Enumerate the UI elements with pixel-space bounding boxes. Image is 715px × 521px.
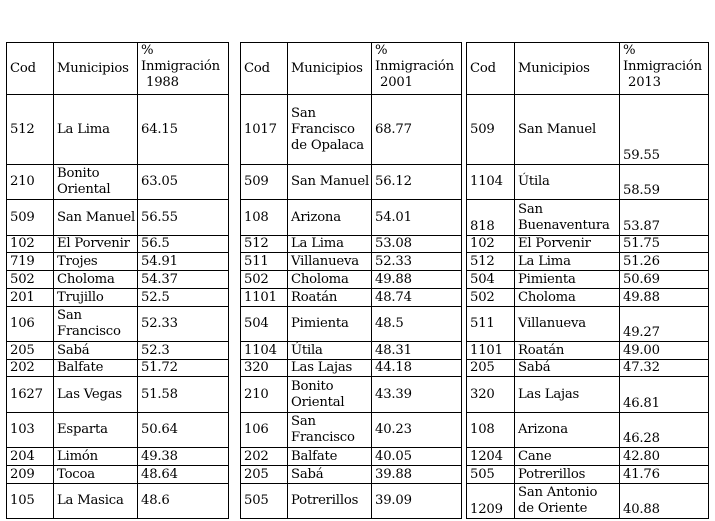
table-row [7, 271, 229, 289]
table-row [7, 95, 229, 165]
cell-cod: 509 [7, 200, 54, 236]
cell-percent: 41.76 [620, 466, 709, 484]
cell-cod: 106 [241, 413, 288, 448]
cell-percent: 51.26 [620, 253, 709, 271]
table-row [7, 448, 229, 466]
cell-cod: 502 [7, 271, 54, 289]
cell-municipio: Cane [515, 448, 620, 466]
cell-municipio: Las Lajas [515, 377, 620, 413]
cell-percent: 52.3 [138, 342, 229, 360]
cell-municipio: Bonito Oriental [54, 165, 138, 200]
cell-municipio: Pimienta [288, 307, 372, 342]
cell-percent: 49.88 [620, 289, 709, 307]
cell-cod: 512 [467, 253, 515, 271]
cell-cod: 202 [7, 360, 54, 377]
cell-municipio: Arizona [515, 413, 620, 448]
table-row [7, 342, 229, 360]
cell-percent: 54.91 [138, 253, 229, 271]
table-row [241, 413, 462, 448]
table-row [7, 165, 229, 200]
cell-municipio: La Masica [54, 484, 138, 519]
table-row [467, 360, 709, 377]
table-row [7, 253, 229, 271]
cell-percent: 56.12 [372, 165, 462, 200]
cell-municipio: El Porvenir [54, 236, 138, 253]
table-row [467, 200, 709, 236]
table-row [241, 165, 462, 200]
header-year: 2001 [380, 75, 413, 90]
cell-municipio: La Lima [54, 95, 138, 165]
table-row [467, 448, 709, 466]
cell-municipio: Arizona [288, 200, 372, 236]
cell-percent: 48.64 [138, 466, 229, 484]
table-row [7, 360, 229, 377]
cell-percent: 63.05 [138, 165, 229, 200]
header-percent-symbol: % [141, 43, 154, 58]
cell-municipio: Pimienta [515, 271, 620, 289]
cell-percent: 59.55 [620, 95, 709, 165]
table-row [241, 271, 462, 289]
cell-percent: 47.32 [620, 360, 709, 377]
cell-municipio: Bonito Oriental [288, 377, 372, 413]
cell-percent: 56.55 [138, 200, 229, 236]
cell-municipio: San Francisco [54, 307, 138, 342]
cell-percent: 46.81 [620, 377, 709, 413]
cell-municipio: Útila [515, 165, 620, 200]
header-percent-immigration [620, 43, 709, 95]
cell-cod: 103 [7, 413, 54, 448]
table-row [7, 466, 229, 484]
table-row [7, 307, 229, 342]
cell-percent: 51.75 [620, 236, 709, 253]
cell-cod: 512 [241, 236, 288, 253]
cell-percent: 52.5 [138, 289, 229, 307]
cell-cod: 320 [241, 360, 288, 377]
header-percent-immigration [372, 43, 462, 95]
header-year: 2013 [628, 75, 661, 90]
table-row [467, 307, 709, 342]
cell-municipio: Tocoa [54, 466, 138, 484]
table-row [467, 95, 709, 165]
table-row [241, 289, 462, 307]
table-row [7, 377, 229, 413]
cell-cod: 509 [467, 95, 515, 165]
cell-municipio: La Lima [288, 236, 372, 253]
cell-municipio: Trojes [54, 253, 138, 271]
table-row [467, 413, 709, 448]
cell-cod: 1101 [241, 289, 288, 307]
table-row [241, 342, 462, 360]
cell-municipio: San Manuel [54, 200, 138, 236]
cell-municipio: El Porvenir [515, 236, 620, 253]
cell-municipio: Útila [288, 342, 372, 360]
table-row [241, 200, 462, 236]
cell-cod: 210 [7, 165, 54, 200]
cell-cod: 1104 [467, 165, 515, 200]
cell-cod: 102 [7, 236, 54, 253]
cell-municipio: San Manuel [288, 165, 372, 200]
table-row [7, 200, 229, 236]
cell-cod: 511 [241, 253, 288, 271]
cell-cod: 504 [241, 307, 288, 342]
header-cod: Cod [241, 43, 288, 95]
cell-cod: 105 [7, 484, 54, 519]
cell-cod: 205 [467, 360, 515, 377]
header-percent-label: Inmigración [623, 59, 702, 74]
cell-cod: 320 [467, 377, 515, 413]
table-row [467, 484, 709, 519]
cell-municipio: Balfate [54, 360, 138, 377]
cell-percent: 54.37 [138, 271, 229, 289]
cell-cod: 505 [467, 466, 515, 484]
cell-municipio: Roatán [288, 289, 372, 307]
cell-municipio: Choloma [54, 271, 138, 289]
table-row [241, 377, 462, 413]
cell-cod: 201 [7, 289, 54, 307]
table-row [467, 253, 709, 271]
header-year: 1988 [146, 75, 179, 90]
table-row [241, 466, 462, 484]
cell-municipio: San Manuel [515, 95, 620, 165]
cell-cod: 108 [241, 200, 288, 236]
cell-percent: 40.88 [620, 484, 709, 519]
cell-percent: 50.64 [138, 413, 229, 448]
cell-cod: 502 [467, 289, 515, 307]
cell-percent: 64.15 [138, 95, 229, 165]
cell-municipio: Sabá [515, 360, 620, 377]
table-row [241, 307, 462, 342]
header-percent-symbol: % [623, 43, 636, 58]
cell-municipio: La Lima [515, 253, 620, 271]
cell-percent: 49.00 [620, 342, 709, 360]
table-row [241, 448, 462, 466]
table-row [467, 289, 709, 307]
table-row [7, 484, 229, 519]
cell-percent: 53.08 [372, 236, 462, 253]
header-row [7, 43, 229, 95]
cell-municipio: Choloma [515, 289, 620, 307]
cell-municipio: Las Vegas [54, 377, 138, 413]
cell-percent: 52.33 [372, 253, 462, 271]
header-percent-symbol: % [375, 43, 388, 58]
table-row [7, 236, 229, 253]
table-row [241, 484, 462, 519]
header-cod: Cod [7, 43, 54, 95]
table-row [241, 95, 462, 165]
cell-cod: 502 [241, 271, 288, 289]
header-cod: Cod [467, 43, 515, 95]
cell-percent: 54.01 [372, 200, 462, 236]
table-row [467, 342, 709, 360]
cell-municipio: Balfate [288, 448, 372, 466]
cell-municipio: Villanueva [515, 307, 620, 342]
cell-cod: 818 [467, 200, 515, 236]
cell-municipio: San Antonio de Oriente [515, 484, 620, 519]
cell-percent: 48.6 [138, 484, 229, 519]
immigration-table-2001 [240, 42, 462, 519]
header-percent-label: Inmigración [375, 59, 454, 74]
cell-percent: 40.23 [372, 413, 462, 448]
cell-municipio: San Francisco [288, 413, 372, 448]
cell-cod: 202 [241, 448, 288, 466]
cell-municipio: Potrerillos [515, 466, 620, 484]
cell-percent: 39.09 [372, 484, 462, 519]
table-row [7, 289, 229, 307]
cell-municipio: Potrerillos [288, 484, 372, 519]
cell-cod: 108 [467, 413, 515, 448]
cell-percent: 51.72 [138, 360, 229, 377]
header-percent-immigration [138, 43, 229, 95]
cell-municipio: San Buenaventura [515, 200, 620, 236]
cell-percent: 49.27 [620, 307, 709, 342]
cell-percent: 46.28 [620, 413, 709, 448]
cell-percent: 50.69 [620, 271, 709, 289]
cell-municipio: Roatán [515, 342, 620, 360]
table-row [467, 466, 709, 484]
cell-percent: 48.31 [372, 342, 462, 360]
table-row [467, 236, 709, 253]
header-municipios: Municipios [288, 43, 372, 95]
cell-percent: 49.38 [138, 448, 229, 466]
header-percent-label: Inmigración [141, 59, 220, 74]
cell-cod: 204 [7, 448, 54, 466]
table-row [467, 271, 709, 289]
cell-municipio: San Francisco de Opalaca [288, 95, 372, 165]
cell-cod: 205 [241, 466, 288, 484]
cell-percent: 51.58 [138, 377, 229, 413]
table-row [241, 360, 462, 377]
table-row [467, 165, 709, 200]
cell-cod: 106 [7, 307, 54, 342]
cell-cod: 102 [467, 236, 515, 253]
immigration-table-1988 [6, 42, 229, 519]
cell-percent: 44.18 [372, 360, 462, 377]
header-row [467, 43, 709, 95]
header-municipios: Municipios [54, 43, 138, 95]
cell-cod: 719 [7, 253, 54, 271]
cell-cod: 505 [241, 484, 288, 519]
cell-cod: 511 [467, 307, 515, 342]
cell-cod: 504 [467, 271, 515, 289]
cell-percent: 68.77 [372, 95, 462, 165]
cell-cod: 1101 [467, 342, 515, 360]
cell-percent: 39.88 [372, 466, 462, 484]
immigration-table-2013 [466, 42, 709, 519]
cell-cod: 1104 [241, 342, 288, 360]
table-row [7, 413, 229, 448]
cell-cod: 1017 [241, 95, 288, 165]
cell-cod: 209 [7, 466, 54, 484]
cell-percent: 58.59 [620, 165, 709, 200]
header-municipios: Municipios [515, 43, 620, 95]
cell-municipio: Choloma [288, 271, 372, 289]
cell-percent: 48.5 [372, 307, 462, 342]
cell-municipio: Limón [54, 448, 138, 466]
cell-percent: 52.33 [138, 307, 229, 342]
cell-percent: 56.5 [138, 236, 229, 253]
cell-cod: 210 [241, 377, 288, 413]
cell-percent: 48.74 [372, 289, 462, 307]
cell-percent: 40.05 [372, 448, 462, 466]
cell-municipio: Villanueva [288, 253, 372, 271]
cell-municipio: Sabá [54, 342, 138, 360]
table-row [467, 377, 709, 413]
table-row [241, 253, 462, 271]
header-row [241, 43, 462, 95]
cell-percent: 49.88 [372, 271, 462, 289]
cell-municipio: Sabá [288, 466, 372, 484]
cell-cod: 1627 [7, 377, 54, 413]
cell-municipio: Trujillo [54, 289, 138, 307]
cell-cod: 509 [241, 165, 288, 200]
cell-municipio: Las Lajas [288, 360, 372, 377]
cell-cod: 1209 [467, 484, 515, 519]
cell-cod: 1204 [467, 448, 515, 466]
cell-percent: 53.87 [620, 200, 709, 236]
cell-cod: 512 [7, 95, 54, 165]
table-row [241, 236, 462, 253]
cell-municipio: Esparta [54, 413, 138, 448]
cell-percent: 42.80 [620, 448, 709, 466]
cell-cod: 205 [7, 342, 54, 360]
cell-percent: 43.39 [372, 377, 462, 413]
